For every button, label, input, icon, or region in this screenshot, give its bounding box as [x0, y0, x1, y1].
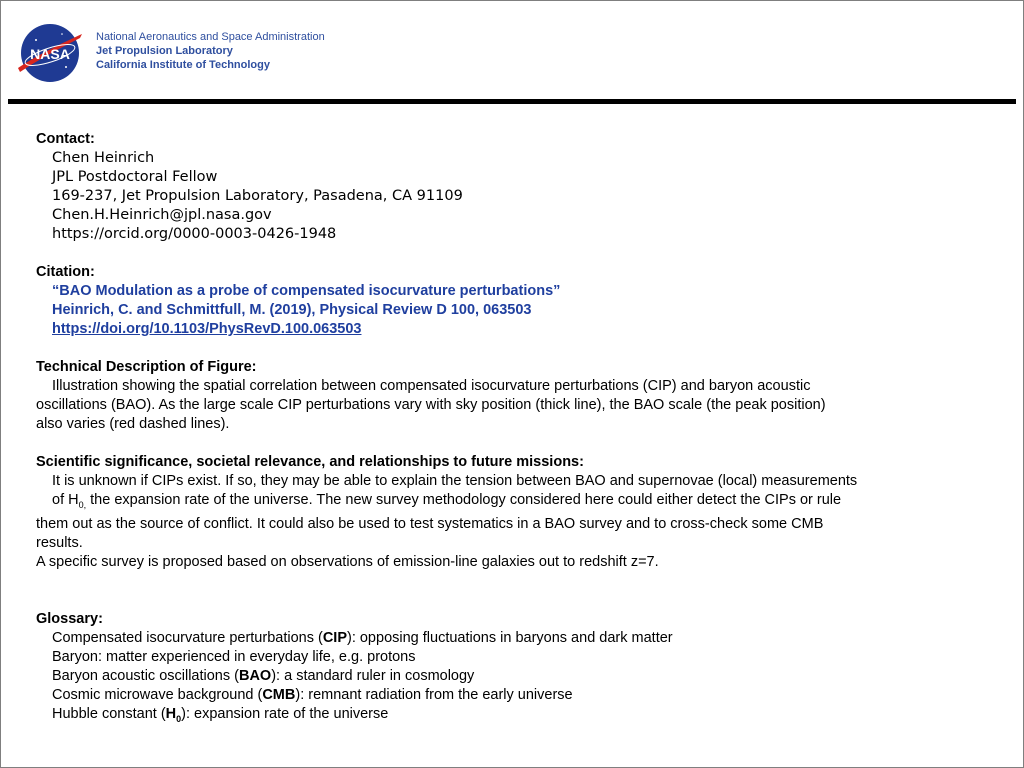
main-content — [36, 130, 936, 729]
citation-title: “BAO Modulation as a probe of compensated isocurvature perturbations” — [52, 283, 561, 299]
organization-block — [96, 30, 325, 72]
nasa-logo — [16, 22, 84, 84]
contact-title: JPL Postdoctoral Fellow — [52, 169, 218, 185]
glossary-item: Compensated isocurvature perturbations (CIP): opposing fluctuations in baryons and dark matter — [52, 629, 673, 646]
glossary-item: Hubble constant $(H_0)$: expansion rate of the universe — [52, 705, 389, 724]
org-line-3: California Institute of Technology — [96, 59, 270, 71]
technical-line-2: oscillations (BAO). As the large scale CIP perturbations vary with sky position (thick line), the BAO scale (the peak position) — [36, 397, 826, 413]
contact-address: 169-237, Jet Propulsion Laboratory, Pasadena, CA 91109 — [52, 188, 463, 204]
nasa-logo-text: NASA — [30, 46, 70, 62]
technical-line-3: also varies (red dashed lines). — [36, 416, 230, 432]
glossary-item: Cosmic microwave background (CMB): remnant radiation from the early universe — [52, 686, 573, 703]
significance-heading: Scientific significance, societal relevance, and relationships to future missions: — [36, 454, 584, 470]
org-line-1: National Aeronautics and Space Administration — [96, 31, 325, 43]
contact-heading: Contact: — [36, 131, 95, 147]
glossary-heading: Glossary: — [36, 610, 103, 627]
significance-line-5: A specific survey is proposed based on observations of emission-line galaxies out to redshift z=7. — [36, 553, 659, 570]
technical-heading: Technical Description of Figure: — [36, 359, 257, 375]
glossary-item: Baryon acoustic oscillations (BAO): a standard ruler in cosmology — [52, 667, 475, 684]
contact-email[interactable]: Chen.H.Heinrich@jpl.nasa.gov — [52, 207, 272, 223]
citation-doi-link[interactable]: https://doi.org/10.1103/PhysRevD.100.063503 — [52, 321, 362, 337]
significance-line-1: It is unknown if CIPs exist. If so, they may be able to explain the tension between BAO and supernovae (local) measurements — [52, 473, 858, 489]
contact-name: Chen Heinrich — [52, 150, 155, 166]
significance-line-4: results. — [36, 534, 83, 551]
glossary-item: Baryon: matter experienced in everyday life, e.g. protons — [52, 648, 416, 665]
org-line-2: Jet Propulsion Laboratory — [96, 45, 233, 57]
header-divider — [8, 99, 1016, 104]
citation-authors: Heinrich, C. and Schmittfull, M. (2019), Physical Review D 100, 063503 — [52, 302, 532, 318]
significance-line-3: them out as the source of conflict. It could also be used to test systematics in a BAO survey and to cross-check some CMB — [36, 515, 824, 532]
technical-line-1: Illustration showing the spatial correlation between compensated isocurvature perturbations (CIP) and baryon acoustic — [52, 378, 811, 394]
citation-heading: Citation: — [36, 264, 95, 280]
contact-orcid[interactable]: https://orcid.org/0000-0003-0426-1948 — [52, 226, 337, 242]
significance-line-2: of $H_{0,}$ the expansion rate of the universe. The new survey methodology considered here could either detect the CIPs or rule — [52, 492, 842, 510]
